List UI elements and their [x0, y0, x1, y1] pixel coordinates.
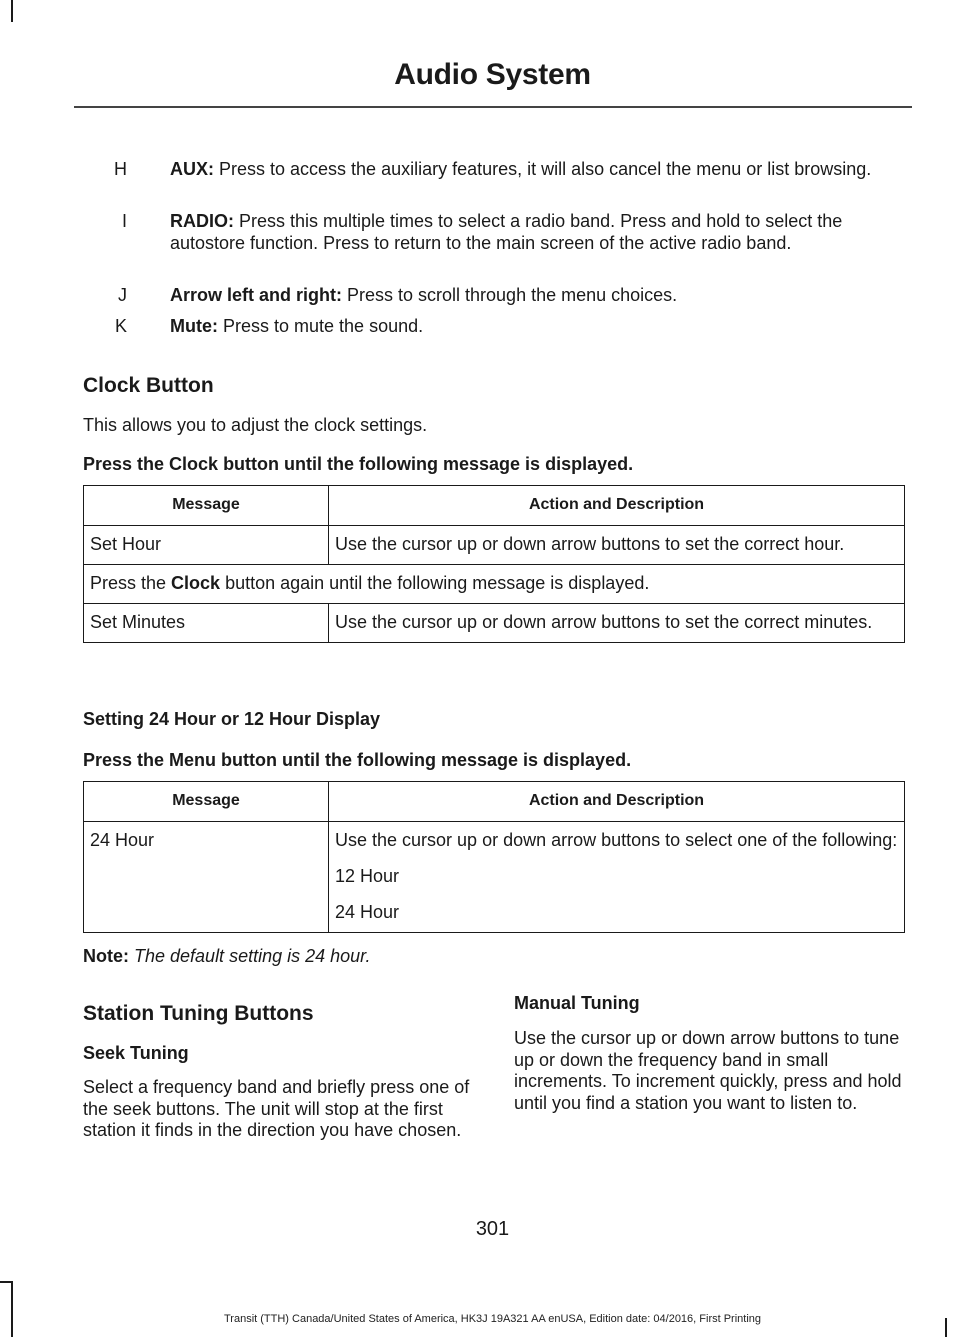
message-cell: Set Minutes: [84, 604, 329, 643]
table-header-row: [84, 486, 905, 526]
action-text: Use the cursor up or down arrow buttons to select one of the following:: [335, 830, 898, 850]
span-text-before: Press the: [90, 573, 172, 593]
item-letter: K: [114, 316, 127, 336]
note-text: The default setting is 24 hour.: [129, 946, 371, 966]
legend-item-i: [83, 210, 903, 254]
item-term: RADIO:: [170, 211, 234, 231]
item-text: Press to mute the sound.: [218, 316, 424, 336]
clock-heading: Clock Button: [83, 374, 214, 397]
clock-intro: This allows you to adjust the clock settings.: [83, 415, 428, 435]
seek-text: Select a frequency band and briefly press one of the seek buttons. The unit will stop at the first station it finds in the direction you have chosen.: [83, 1077, 470, 1140]
table-row: [84, 604, 905, 643]
item-term: Mute:: [170, 316, 218, 336]
column-header-message: Message: [84, 782, 329, 822]
crop-mark-top-left: [11, 0, 13, 22]
action-cell: Use the cursor up or down arrow buttons to set the correct minutes.: [329, 604, 905, 643]
item-text: Press this multiple times to select a radio band. Press and hold to select the autostore function. Press to return to the main screen of the active radio band.: [170, 211, 843, 253]
page-number: 301: [475, 1218, 510, 1240]
message-cell: Set Hour: [84, 526, 329, 565]
left-column: [83, 1002, 483, 1142]
header-rule: [74, 106, 912, 108]
column-header-action: Action and Description: [329, 486, 905, 526]
clock-table: [83, 485, 905, 643]
crop-mark-bottom-left-h: [0, 1281, 13, 1283]
clock-instruction: Press the Clock button until the following message is displayed.: [83, 454, 634, 474]
item-term: AUX:: [170, 159, 214, 179]
page-title: Audio System: [394, 58, 591, 91]
item-text: Press to scroll through the menu choices.: [342, 285, 678, 305]
footer-text: Transit (TTH) Canada/United States of America, HK3J 19A321 AA enUSA, Edition date: 04/2016, First Printing: [223, 1313, 762, 1325]
table-header-row: [84, 782, 905, 822]
span-text-after: button again until the following message is displayed.: [220, 573, 650, 593]
note-label: Note:: [83, 946, 129, 966]
option-24-hour: 24 Hour: [335, 902, 400, 922]
manual-text: Use the cursor up or down arrow buttons to tune up or down the frequency band in small increments. To increment quickly, press and hold until you find a station you want to listen to.: [514, 1028, 902, 1113]
item-letter: H: [114, 159, 127, 179]
legend-item-h: [83, 158, 903, 180]
right-column: [514, 993, 914, 1114]
action-cell: [329, 822, 905, 933]
crop-mark-bottom-left: [11, 1281, 13, 1337]
item-letter: I: [121, 211, 127, 231]
column-header-action: Action and Description: [329, 782, 905, 822]
message-cell: 24 Hour: [84, 822, 329, 933]
note: [83, 946, 370, 967]
item-term: Arrow left and right:: [170, 285, 342, 305]
tuning-heading: Station Tuning Buttons: [83, 1002, 314, 1025]
manual-heading: Manual Tuning: [514, 993, 640, 1013]
option-12-hour: 12 Hour: [335, 866, 400, 886]
seek-heading: Seek Tuning: [83, 1043, 189, 1063]
item-letter: J: [118, 285, 127, 305]
table-row: [84, 526, 905, 565]
table-row-span: [84, 565, 905, 604]
span-cell: [84, 565, 905, 604]
item-text: Press to access the auxiliary features, it will also cancel the menu or list browsing.: [214, 159, 872, 179]
span-text-bold: Clock: [171, 573, 221, 593]
legend-item-j: [83, 284, 903, 306]
display-instruction: Press the Menu button until the following message is displayed.: [83, 750, 632, 770]
table-row: [84, 822, 905, 933]
display-table: [83, 781, 905, 933]
column-header-message: Message: [84, 486, 329, 526]
legend-item-k: [83, 315, 903, 337]
action-cell: Use the cursor up or down arrow buttons to set the correct hour.: [329, 526, 905, 565]
display-heading: Setting 24 Hour or 12 Hour Display: [83, 709, 381, 729]
